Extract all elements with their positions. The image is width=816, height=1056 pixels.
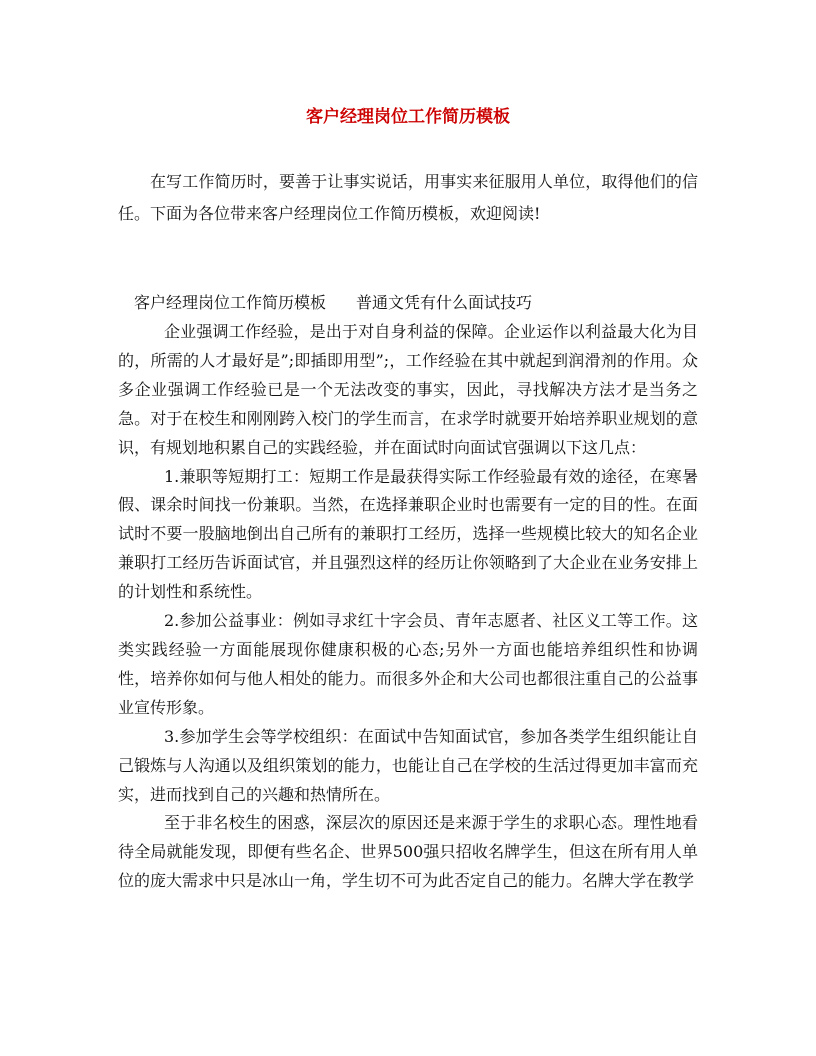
intro-paragraph: 在写工作简历时，要善于让事实说话，用事实来征服用人单位，取得他们的信任。下面为各位带来客户经理岗位工作简历模板，欢迎阅读!	[118, 172, 698, 223]
body-paragraph: 3.参加学生会等学校组织：在面试中告知面试官，参加各类学生组织能让自己锻炼与人沟通以及组织策划的能力，也能让自己在学校的生活过得更加丰富而充实，进而找到自己的兴趣和热情所在。	[118, 726, 698, 804]
body-paragraph: 企业强调工作经验，是出于对自身利益的保障。企业运作以利益最大化为目的，所需的人才最好是”;即插即用型”;，工作经验在其中就起到润滑剂的作用。众多企业强调工作经验已是一个无法改变的事实，因此，寻找解决方法才是当务之急。对于在校生和刚刚跨入校门的学生而言，在求学时就要开始培养职业规划的意识，有规划地积累自己的实践经验，并在面试时向面试官强调以下这几点：	[118, 322, 698, 457]
subheading-line	[134, 290, 532, 316]
body-paragraph: 2.参加公益事业：例如寻求红十字会员、青年志愿者、社区义工等工作。这类实践经验一方面能展现你健康积极的心态;另外一方面也能培养组织性和协调性，培养你如何与他人相处的能力。而很多外企和大公司也都很注重自己的公益事业宣传形象。	[118, 611, 698, 717]
subheading-right: 普通文凭有什么面试技巧	[356, 293, 533, 312]
body-paragraph: 1.兼职等短期打工：短期工作是最获得实际工作经验最有效的途径，在寒暑假、课余时间找一份兼职。当然，在选择兼职企业时也需要有一定的目的性。在面试时不要一股脑地倒出自己所有的兼职打工经历，选择一些规模比较大的知名企业兼职打工经历告诉面试官，并且强烈这样的经历让你领略到了大企业在业务安排上的计划性和系统性。	[118, 466, 698, 602]
document-body	[118, 318, 698, 896]
document-title: 客户经理岗位工作简历模板	[306, 107, 510, 127]
body-paragraph: 至于非名校生的困惑，深层次的原因还是来源于学生的求职心态。理性地看待全局就能发现，即便有些名企、世界500强只招收名牌学生，但这在所有用人单位的庞大需求中只是冰山一角，学生切不可为此否定自己的能力。名牌大学在教学	[118, 813, 698, 891]
subheading-left: 客户经理岗位工作简历模板	[134, 293, 327, 312]
